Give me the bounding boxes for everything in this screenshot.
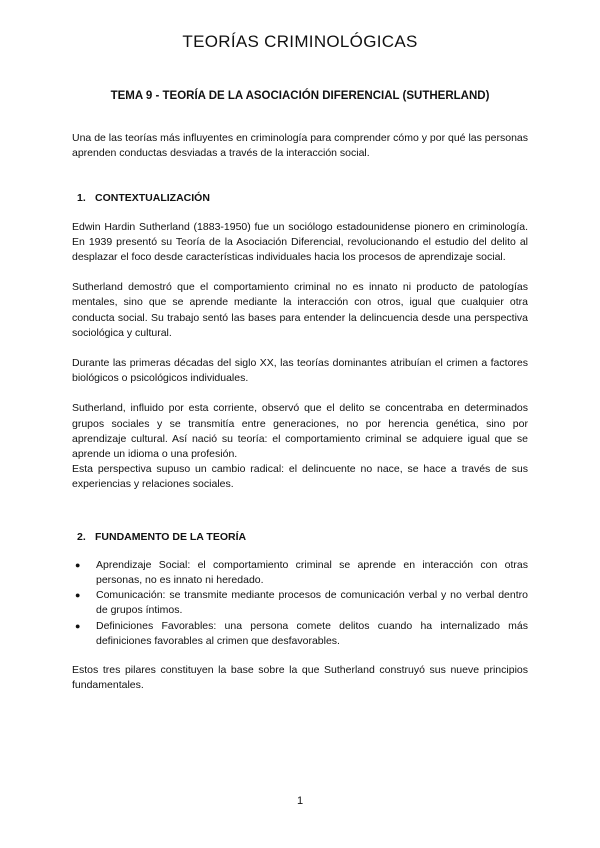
section-heading-contextualizacion (72, 191, 528, 206)
list-item (72, 558, 528, 588)
bullet-icon: ● (75, 559, 81, 570)
section-title: FUNDAMENTO DE LA TEORÍA (95, 530, 247, 543)
list-item (72, 619, 528, 649)
paragraph: Esta perspectiva supuso un cambio radical: el delincuente no nace, se hace a través de sus experiencias y relaciones sociales. (72, 463, 528, 491)
document-body (72, 131, 528, 693)
bullet-icon: ● (75, 620, 81, 631)
list-item-text: Comunicación: se transmite mediante procesos de comunicación verbal y no verbal dentro de grupos íntimos. (96, 589, 528, 617)
chapter-title: TEMA 9 - TEORÍA DE LA ASOCIACIÓN DIFERENCIAL (SUTHERLAND) (110, 90, 490, 102)
section-title: CONTEXTUALIZACIÓN (95, 192, 210, 205)
list-item (72, 588, 528, 618)
section-number: 1. (77, 192, 86, 205)
paragraph: Durante las primeras décadas del siglo XX, las teorías dominantes atribuían el crimen a factores biológicos o psicológicos individuales. (72, 357, 528, 385)
bullet-list (72, 558, 528, 649)
document-title: TEORÍAS CRIMINOLÓGICAS (182, 32, 418, 51)
paragraph: Sutherland, influido por esta corriente, observó que el delito se concentraba en determinados grupos sociales y se transmitía entre generaciones, no por herencia genética, sino por aprendizaje cultural. Así nació su teoría: el comportamiento criminal se adquiere igual que se aprende un idioma o una profesión. (72, 402, 528, 461)
section-number: 2. (77, 530, 86, 543)
page-number: 1 (296, 795, 304, 807)
paragraph: Edwin Hardin Sutherland (1883-1950) fue un sociólogo estadounidense pionero en criminología. En 1939 presentó su Teoría de la Asociación Diferencial, revolucionando el estudio del delito al desplazar el foco desde características individuales hacia los procesos de aprendizaje social. (72, 220, 528, 264)
closing-paragraph: Estos tres pilares constituyen la base sobre la que Sutherland construyó sus nueve principios fundamentales. (72, 664, 528, 692)
list-item-text: Aprendizaje Social: el comportamiento criminal se aprende en interacción con otras personas, no es innato ni heredado. (96, 558, 528, 587)
intro-paragraph: Una de las teorías más influyentes en criminología para comprender cómo y por qué las personas aprenden conductas desviadas a través de la interacción social. (72, 132, 528, 160)
bullet-icon: ● (75, 590, 81, 601)
paragraph: Sutherland demostró que el comportamiento criminal no es innato ni producto de patologías mentales, sino que se aprende mediante la interacción con otros, igual que cualquier otra conducta social. Su trabajo sentó las bases para entender la delincuencia desde una perspectiva sociológica y cultural. (72, 281, 528, 339)
list-item-text: Definiciones Favorables: una persona comete delitos cuando ha internalizado más definiciones favorables al crimen que desfavorables. (96, 619, 528, 647)
section-heading-fundamento (72, 530, 528, 545)
